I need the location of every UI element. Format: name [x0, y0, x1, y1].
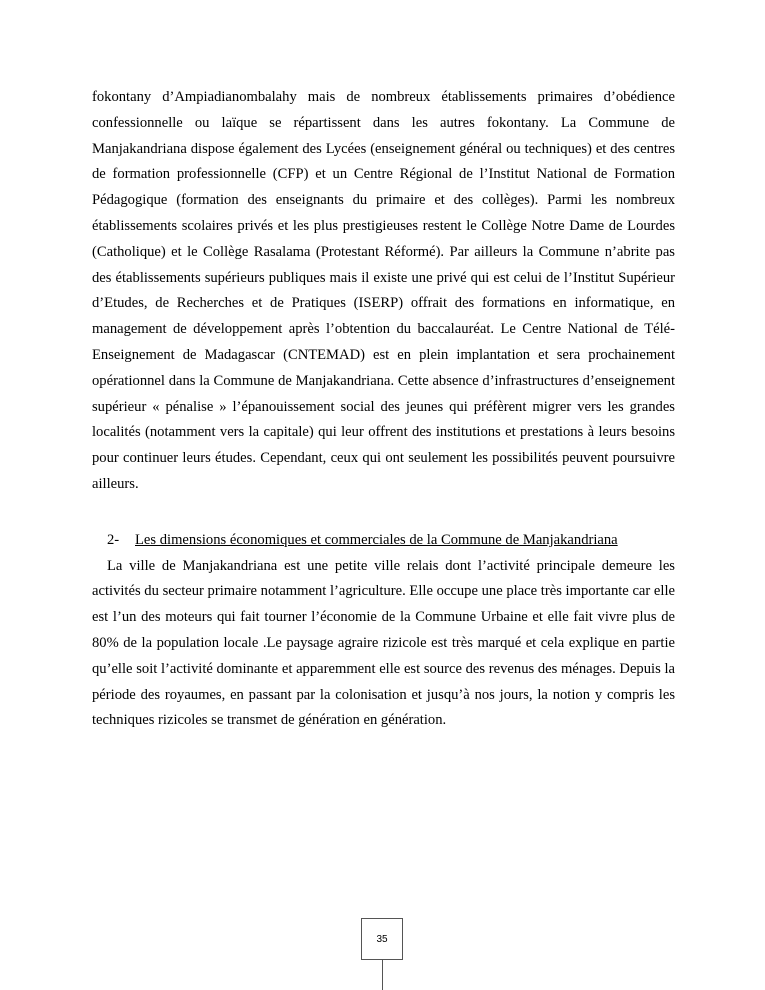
page-number: 35 [361, 918, 403, 960]
paragraph-education: fokontany d’Ampiadianombalahy mais de nombreux établissements primaires d’obédience confessionnelle ou laïque se répartissent dans les autres fokontany. La Commune de Manjakandriana dispose également des Lycées (enseignement général ou techniques) et des centres de formation professionnelle (CFP) et un Centre Régional de l’Institut National de Formation Pédagogique (formation des enseignants du primaire et des collèges). Parmi les nombreux établissements scolaires privés et les plus prestigieuses restent le Collège Notre Dame de Lourdes (Catholique) et le Collège Rasalama (Protestant Réformé). Par ailleurs la Commune n’abrite pas des établissements supérieurs publiques mais il existe une privé qui est celui de l’Institut Supérieur d’Etudes, de Recherches et de Pratiques (ISERP) offrait des formations en informatique, en management de développement après l’obtention du baccalauréat. Le Centre National de Télé-Enseignement de Madagascar (CNTEMAD) est en plein implantation et sera prochainement opérationnel dans la Commune de Manjakandriana. Cette absence d’infrastructures d’enseignement supérieur « pénalise » l’épanouissement social des jeunes qui préfèrent migrer vers les grandes localités (notamment vers la capitale) qui leur offrent des institutions et prestations à leurs besoins pour continuer leurs études. Cependant, ceux qui ont seulement les possibilités peuvent poursuivre ailleurs. [92, 89, 675, 492]
section-number: 2- [107, 531, 120, 548]
paragraph-economy: La ville de Manjakandriana est une petite ville relais dont l’activité principale demeure les activités du secteur primaire notamment l’agriculture. Elle occupe une place très importante car elle est l’un des moteurs qui fait tourner l’économie de la Commune Urbaine et elle fait vivre plus de 80% de la population locale .Le paysage agraire rizicole est très marqué et cela explique en partie qu’elle soit l’activité dominante et apparemment elle est source des revenus des ménages. Depuis la période des royaumes, en passant par la colonisation et jusqu’à nos jours, la notion y compris les techniques rizicoles se transmet de génération en génération. [92, 557, 675, 729]
page-number-connector-line [382, 960, 383, 990]
section-heading [92, 528, 675, 554]
section-title: Les dimensions économiques et commerciales de la Commune de Manjakandriana [135, 531, 618, 548]
page-body [92, 85, 675, 734]
